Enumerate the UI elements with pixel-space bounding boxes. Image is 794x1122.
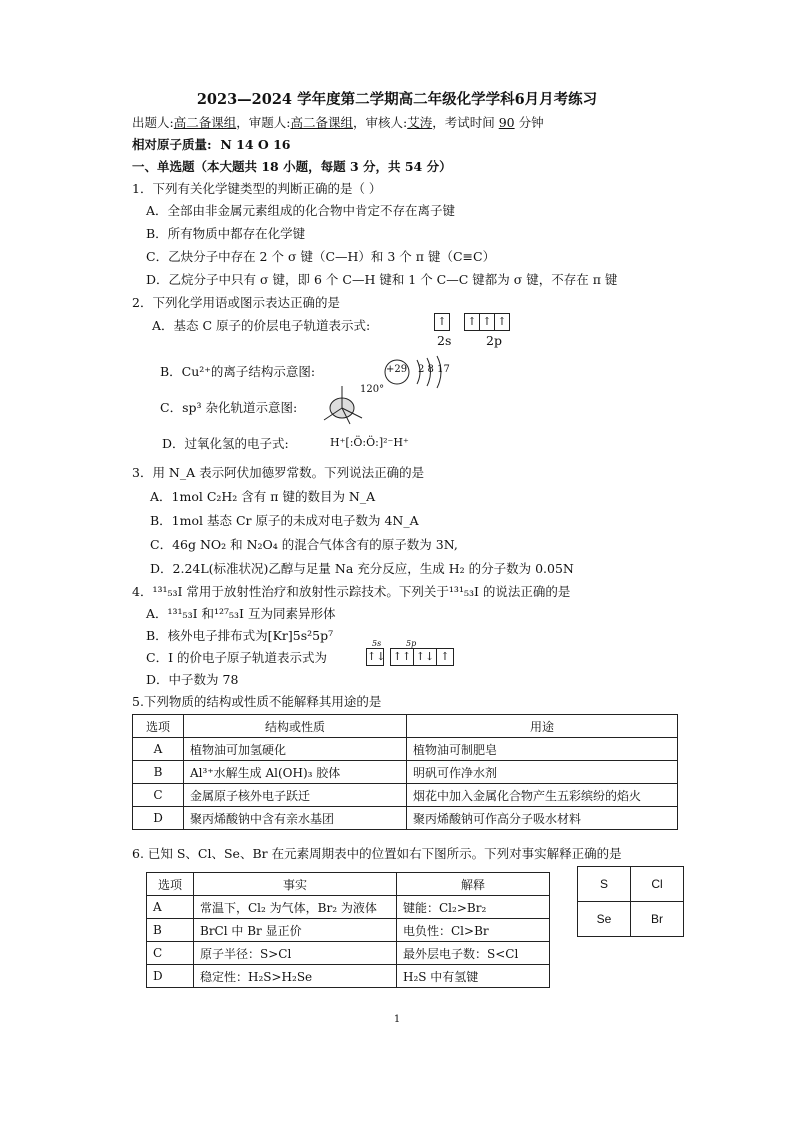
exam-info (132, 113, 544, 131)
iodine-orbital-diagram: ↑↓ ↑↑ ↑↓ ↑ (366, 648, 454, 666)
sp3-angle: 120° (360, 384, 385, 395)
table-cell: 明矾可作净水剂 (407, 761, 678, 784)
checker: 艾涛 (407, 115, 433, 130)
q2-option-d: D．过氧化氢的电子式: (162, 436, 289, 451)
q3-option-a: A．1mol C₂H₂ 含有 π 键的数目为 N_A (150, 489, 376, 504)
table-cell: 植物油可制肥皂 (407, 738, 678, 761)
table-cell: 原子半径：S>Cl (194, 942, 397, 965)
q1-stem: 1．下列有关化学键类型的判断正确的是（ ） (132, 181, 382, 196)
exam-time: 90 (498, 115, 515, 130)
cu-shells: 2 8 17 (418, 364, 450, 375)
table-cell: 聚丙烯酸钠中含有亲水基团 (184, 807, 407, 830)
table-cell: B (147, 919, 194, 942)
table-cell: 聚丙烯酸钠可作高分子吸水材料 (407, 807, 678, 830)
page-number: 1 (393, 1014, 401, 1025)
q1-option-a: A．全部由非金属元素组成的化合物中肯定不存在离子键 (146, 203, 456, 218)
label-2p: 2p (486, 333, 502, 348)
table-cell: 电负性：Cl>Br (397, 919, 550, 942)
q4-option-c: C．I 的价电子原子轨道表示式为 (146, 650, 327, 665)
checker-label: ，审核人: (352, 115, 408, 130)
table-row (133, 738, 678, 761)
table-row (147, 919, 550, 942)
table-row (133, 784, 678, 807)
table-cell: 金属原子核外电子跃迁 (184, 784, 407, 807)
q3-option-c: C．46g NO₂ 和 N₂O₄ 的混合气体含有的原子数为 3N, (150, 537, 458, 552)
q3-stem: 3．用 N_A 表示阿伏加德罗常数。下列说法正确的是 (132, 465, 425, 480)
section-heading: 一、单选题（本大题共 18 小题，每题 3 分，共 54 分） (132, 159, 452, 174)
table-header-row (133, 715, 678, 738)
table-cell: C (147, 942, 194, 965)
carbon-orbital-diagram: ↑ ↑ ↑ ↑ (434, 313, 510, 331)
element-cell: Br (631, 902, 684, 937)
table-row (133, 761, 678, 784)
table-cell: 稳定性：H₂S>H₂Se (194, 965, 397, 988)
element-cell: S (578, 867, 631, 902)
q3-option-b: B．1mol 基态 Cr 原子的未成对电子数为 4N_A (150, 513, 419, 528)
time-label: ，考试时间 (432, 115, 495, 130)
q3-option-d: D．2.24L(标准状况)乙醇与足量 Na 充分反应，生成 H₂ 的分子数为 0.05N (150, 561, 574, 576)
reviewer-label: ，审题人: (236, 115, 291, 130)
table-cell: 最外层电子数：S<Cl (397, 942, 550, 965)
q1-option-b: B．所有物质中都存在化学键 (146, 226, 306, 241)
header-cell: 事实 (194, 873, 397, 896)
table-cell: 烟花中加入金属化合物产生五彩缤纷的焰火 (407, 784, 678, 807)
q6-table (146, 872, 550, 988)
header-cell: 用途 (407, 715, 678, 738)
q6-stem: 6. 已知 S、Cl、Se、Br 在元素周期表中的位置如右下图所示。下列对事实解释正确的是 (132, 846, 622, 861)
table-row (147, 965, 550, 988)
table-cell: B (133, 761, 184, 784)
q2-option-b: B．Cu²⁺的离子结构示意图: (160, 364, 316, 379)
q4-stem: 4．¹³¹₅₃I 常用于放射性治疗和放射性示踪技术。下列关于¹³¹₅₃I 的说法正确的是 (132, 584, 571, 599)
table-row (578, 867, 684, 902)
q5-table (132, 714, 678, 830)
table-cell: D (147, 965, 194, 988)
element-cell: Se (578, 902, 631, 937)
atomic-mass-label: 相对原子质量: (132, 137, 212, 152)
atomic-mass (132, 135, 291, 153)
author: 高二备课组 (173, 115, 237, 130)
cu-nucleus: +29 (386, 364, 408, 375)
q1-option-d: D．乙烷分子中只有 σ 键，即 6 个 C—H 键和 1 个 C—C 键都为 σ 键，不存在 π 键 (146, 272, 618, 287)
table-cell: D (133, 807, 184, 830)
table-cell: Al³⁺水解生成 Al(OH)₃ 胶体 (184, 761, 407, 784)
table-row (147, 942, 550, 965)
table-cell: H₂S 中有氢键 (397, 965, 550, 988)
time-unit: 分钟 (518, 115, 544, 130)
table-cell: 键能：Cl₂>Br₂ (397, 896, 550, 919)
table-cell: BrCl 中 Br 显正价 (194, 919, 397, 942)
h2o2-formula: H⁺[:Ö:Ö:]²⁻H⁺ (330, 436, 409, 449)
reviewer: 高二备课组 (290, 115, 353, 130)
atomic-mass-values: N 14 O 16 (220, 137, 291, 152)
header-cell: 结构或性质 (184, 715, 407, 738)
table-cell: 植物油可加氢硬化 (184, 738, 407, 761)
q2-option-c: C．sp³ 杂化轨道示意图: (160, 400, 298, 415)
label-5s: 5s (372, 639, 382, 648)
label-2s: 2s (437, 333, 452, 348)
table-row (578, 902, 684, 937)
header-cell: 选项 (147, 873, 194, 896)
q1-option-c: C．乙炔分子中存在 2 个 σ 键（C—H）和 3 个 π 键（C≡C） (146, 249, 496, 264)
q4-option-d: D．中子数为 78 (146, 672, 239, 687)
q4-option-a: A．¹³¹₅₃I 和¹²⁷₅₃I 互为同素异形体 (146, 606, 336, 621)
header-cell: 解释 (397, 873, 550, 896)
table-row (147, 896, 550, 919)
table-cell: 常温下，Cl₂ 为气体，Br₂ 为液体 (194, 896, 397, 919)
q4-option-b: B．核外电子排布式为[Kr]5s²5p⁷ (146, 628, 334, 643)
table-cell: A (147, 896, 194, 919)
table-row (133, 807, 678, 830)
table-cell: C (133, 784, 184, 807)
header-cell: 选项 (133, 715, 184, 738)
label-5p: 5p (406, 639, 417, 648)
info-prefix: 出题人: (132, 115, 174, 130)
q5-stem: 5.下列物质的结构或性质不能解释其用途的是 (132, 694, 382, 709)
table-header-row (147, 873, 550, 896)
q2-option-a: A．基态 C 原子的价层电子轨道表示式: (152, 318, 371, 333)
table-cell: A (133, 738, 184, 761)
q2-stem: 2．下列化学用语或图示表达正确的是 (132, 295, 340, 310)
periodic-table-fragment (577, 866, 684, 937)
page-title: 2023—2024 学年度第二学期高二年级化学学科6月月考练习 (196, 91, 598, 108)
element-cell: Cl (631, 867, 684, 902)
